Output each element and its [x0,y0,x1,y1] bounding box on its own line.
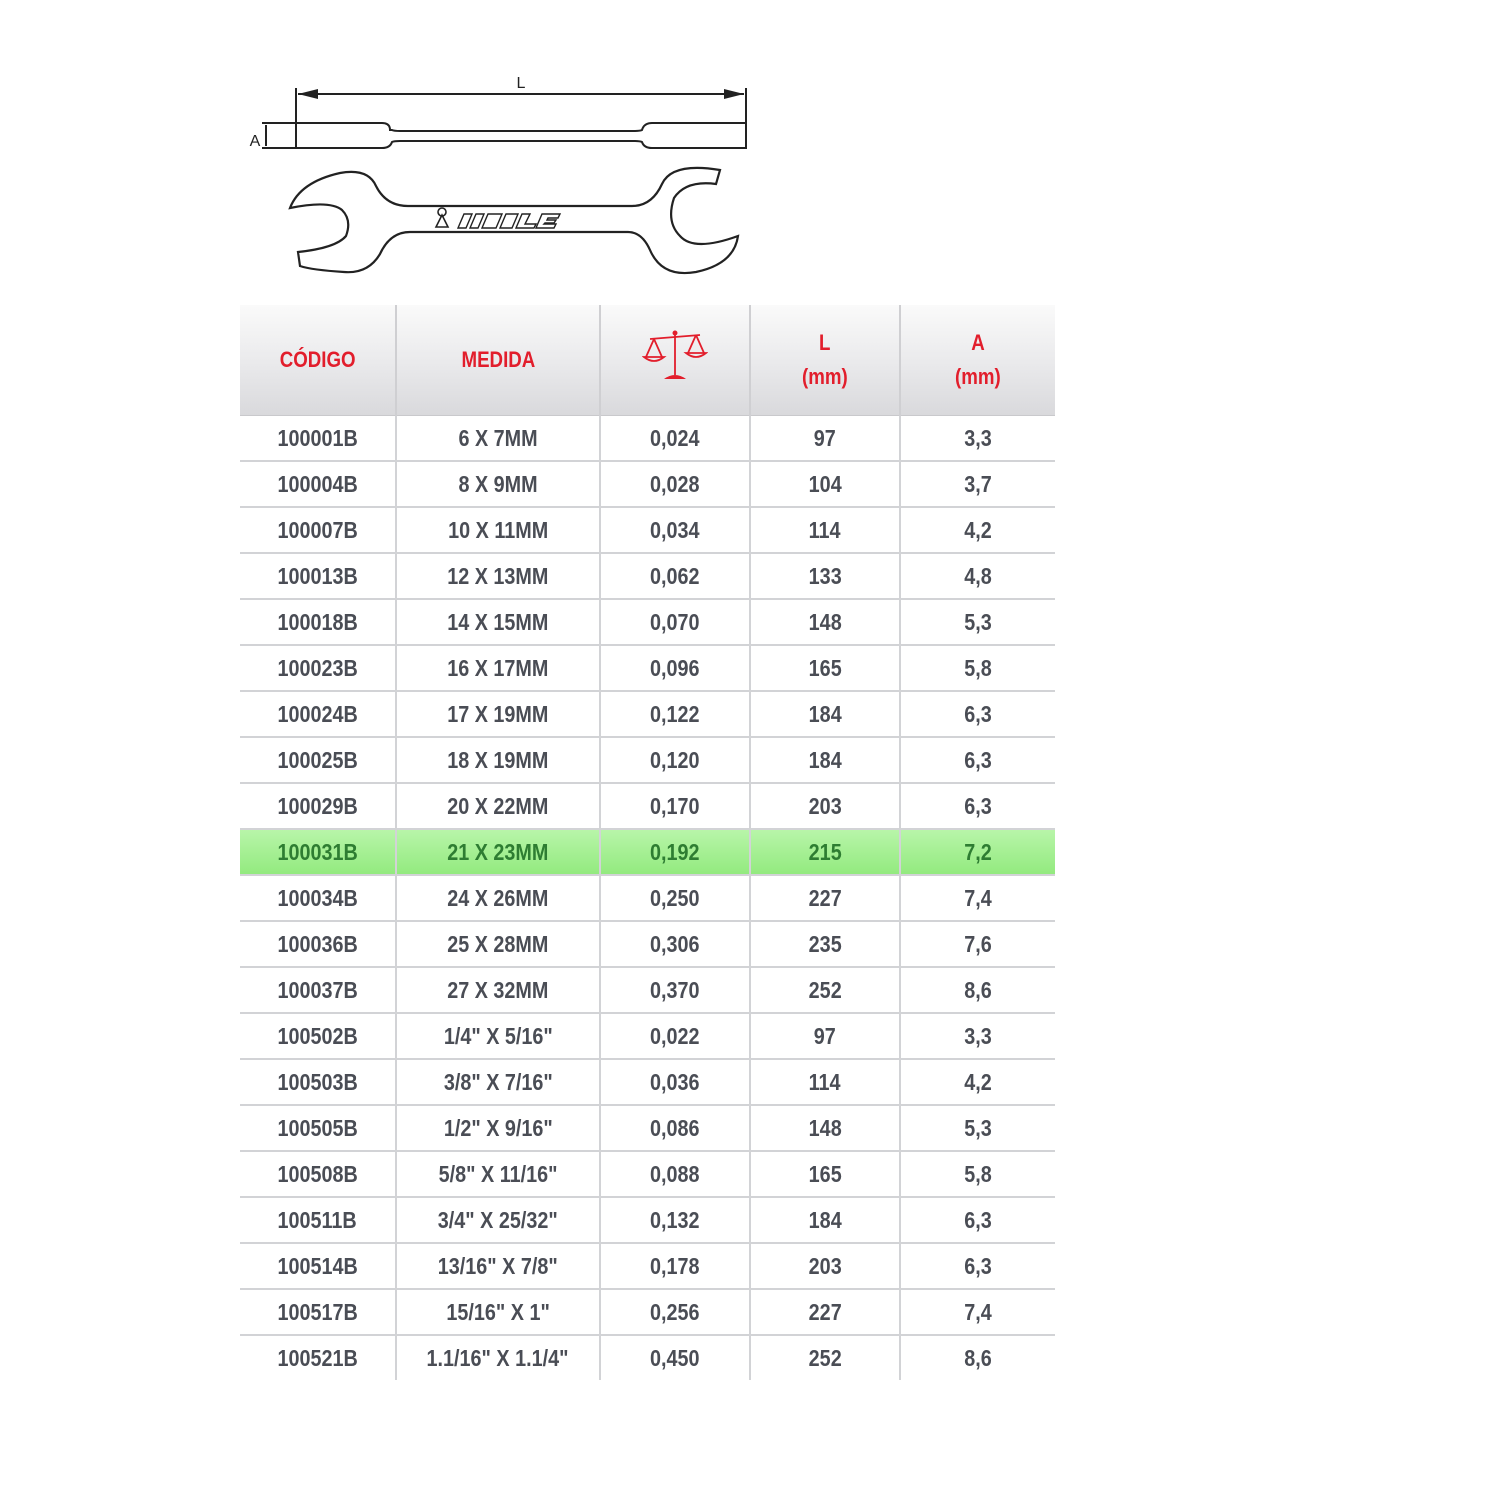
header-length: L (mm) [750,305,900,416]
cell-size-text: 3/4" X 25/32" [438,1206,558,1233]
wrench-side-view [296,123,746,148]
cell-size [396,921,600,967]
cell-code [240,1289,396,1335]
cell-size-text: 24 X 26MM [447,884,549,911]
cell-size-text: 8 X 9MM [458,470,538,497]
cell-length [750,553,900,599]
table-row [240,737,1055,783]
cell-weight [600,783,750,829]
cell-thickness [900,829,1055,875]
cell-length-text: 252 [808,1344,842,1371]
cell-size [396,783,600,829]
cell-code [240,1151,396,1197]
dimension-length-label: L [516,75,526,92]
cell-length-text: 114 [809,516,841,543]
cell-weight [600,553,750,599]
table-body [240,416,1055,1381]
cell-length [750,829,900,875]
cell-thickness-text: 8,6 [964,976,992,1003]
cell-thickness [900,875,1055,921]
cell-code [240,967,396,1013]
cell-length-text: 165 [808,1160,842,1187]
cell-code [240,1335,396,1380]
cell-thickness-text: 7,2 [964,838,992,865]
cell-thickness [900,737,1055,783]
cell-weight [600,1289,750,1335]
cell-code [240,691,396,737]
cell-thickness [900,1197,1055,1243]
cell-code [240,921,396,967]
cell-thickness [900,1151,1055,1197]
cell-length [750,599,900,645]
header-thickness: A (mm) [900,305,1055,416]
table-row [240,875,1055,921]
cell-length-text: 203 [808,792,842,819]
dimension-thickness-line [262,123,296,148]
cell-thickness [900,461,1055,507]
cell-size-text: 27 X 32MM [447,976,549,1003]
cell-thickness [900,507,1055,553]
cell-thickness [900,1243,1055,1289]
cell-size-text: 12 X 13MM [447,562,549,589]
cell-thickness-text: 5,3 [964,1114,992,1141]
cell-size-text: 20 X 22MM [447,792,549,819]
cell-thickness [900,1105,1055,1151]
cell-weight [600,1197,750,1243]
cell-size-text: 6 X 7MM [458,424,538,451]
cell-code-text: 100013B [277,562,358,589]
table-row [240,461,1055,507]
cell-size-text: 18 X 19MM [447,746,549,773]
cell-length [750,1335,900,1380]
cell-code [240,783,396,829]
cell-size [396,691,600,737]
cell-size [396,507,600,553]
cell-weight [600,691,750,737]
cell-code-text: 100036B [277,930,358,957]
table-row [240,1013,1055,1059]
cell-thickness-text: 5,3 [964,608,992,635]
cell-thickness-text: 3,3 [964,424,992,451]
cell-weight [600,1243,750,1289]
cell-length-text: 184 [808,700,842,727]
cell-length [750,875,900,921]
cell-length [750,737,900,783]
cell-weight-text: 0,170 [650,792,700,819]
cell-size-text: 1.1/16" X 1.1/4" [427,1344,569,1371]
cell-code [240,461,396,507]
table-row [240,1335,1055,1380]
cell-thickness-text: 3,3 [964,1022,992,1049]
cell-code [240,599,396,645]
cell-thickness-text: 6,3 [964,1206,992,1233]
cell-thickness-text: 6,3 [964,700,992,727]
table-row [240,829,1055,875]
cell-code [240,1197,396,1243]
cell-length [750,1197,900,1243]
cell-code-text: 100024B [277,700,358,727]
cell-weight-text: 0,370 [650,976,700,1003]
cell-thickness [900,645,1055,691]
cell-weight-text: 0,450 [650,1344,700,1371]
cell-weight-text: 0,070 [650,608,700,635]
cell-size [396,1335,600,1380]
cell-weight-text: 0,034 [650,516,700,543]
cell-weight-text: 0,022 [650,1022,700,1049]
cell-weight-text: 0,256 [650,1298,700,1325]
cell-weight-text: 0,028 [650,470,700,497]
cell-weight [600,1335,750,1380]
cell-weight [600,645,750,691]
cell-thickness [900,967,1055,1013]
table-row [240,1105,1055,1151]
cell-thickness-text: 7,6 [964,930,992,957]
cell-length [750,1105,900,1151]
table-row [240,783,1055,829]
cell-length-text: 148 [808,608,842,635]
cell-thickness [900,1059,1055,1105]
cell-size [396,1289,600,1335]
cell-weight [600,416,750,462]
cell-code-text: 100007B [277,516,358,543]
cell-size-text: 21 X 23MM [447,838,549,865]
cell-weight [600,921,750,967]
cell-weight [600,1151,750,1197]
cell-code-text: 100505B [277,1114,358,1141]
cell-size [396,645,600,691]
cell-thickness [900,553,1055,599]
cell-weight-text: 0,120 [650,746,700,773]
cell-weight-text: 0,024 [650,424,700,451]
cell-weight [600,461,750,507]
cell-code-text: 100004B [277,470,358,497]
cell-weight-text: 0,306 [650,930,700,957]
cell-weight-text: 0,062 [650,562,700,589]
cell-code [240,1243,396,1289]
table-row [240,1289,1055,1335]
cell-code-text: 100001B [277,424,358,451]
cell-weight [600,1105,750,1151]
cell-size [396,1197,600,1243]
cell-length-text: 165 [808,654,842,681]
cell-length-text: 133 [808,562,842,589]
table-row [240,921,1055,967]
table-row [240,553,1055,599]
wrench-diagram [240,60,760,285]
cell-size [396,1151,600,1197]
cell-code-text: 100502B [277,1022,358,1049]
cell-length [750,783,900,829]
cell-thickness [900,783,1055,829]
table-row [240,1059,1055,1105]
cell-code [240,829,396,875]
cell-weight [600,829,750,875]
cell-thickness-text: 4,2 [964,1068,992,1095]
cell-code [240,737,396,783]
cell-length [750,461,900,507]
cell-code [240,645,396,691]
balance-scale-icon [642,327,708,383]
cell-code-text: 100031B [277,838,358,865]
cell-thickness-text: 4,8 [964,562,992,589]
cell-length-text: 203 [808,1252,842,1279]
cell-weight-text: 0,178 [650,1252,700,1279]
cell-weight-text: 0,088 [650,1160,700,1187]
cell-code-text: 100018B [277,608,358,635]
cell-weight-text: 0,036 [650,1068,700,1095]
cell-weight [600,967,750,1013]
cell-thickness-text: 8,6 [964,1344,992,1371]
table-header-row [240,305,1055,416]
cell-size [396,461,600,507]
cell-size-text: 16 X 17MM [447,654,549,681]
cell-length [750,921,900,967]
cell-weight [600,507,750,553]
cell-code [240,1105,396,1151]
cell-thickness-text: 6,3 [964,746,992,773]
cell-weight-text: 0,122 [650,700,700,727]
cell-length [750,1013,900,1059]
cell-thickness-text: 6,3 [964,792,992,819]
cell-code [240,1059,396,1105]
cell-code-text: 100511B [277,1206,358,1233]
header-size: MEDIDA [396,305,600,416]
header-weight [600,305,750,416]
cell-code-text: 100514B [277,1252,358,1279]
cell-size-text: 1/4" X 5/16" [443,1022,553,1049]
cell-length [750,967,900,1013]
cell-size [396,967,600,1013]
cell-code [240,875,396,921]
table-row [240,645,1055,691]
cell-size [396,1105,600,1151]
cell-length [750,645,900,691]
table-row [240,1243,1055,1289]
cell-thickness-text: 7,4 [964,884,992,911]
cell-thickness [900,1335,1055,1380]
cell-thickness [900,691,1055,737]
cell-size [396,1059,600,1105]
cell-thickness-text: 5,8 [964,1160,992,1187]
cell-length [750,1289,900,1335]
cell-length [750,691,900,737]
cell-size-text: 10 X 11MM [447,516,549,543]
cell-length [750,416,900,462]
cell-code-text: 100029B [277,792,358,819]
table-row [240,691,1055,737]
cell-code-text: 100508B [277,1160,358,1187]
cell-code [240,1013,396,1059]
table-row [240,967,1055,1013]
table-row [240,1151,1055,1197]
cell-code [240,416,396,462]
cell-code-text: 100521B [277,1344,358,1371]
cell-size [396,416,600,462]
cell-length-text: 104 [808,470,842,497]
cell-thickness-text: 3,7 [964,470,992,497]
cell-length-text: 184 [808,746,842,773]
cell-size [396,599,600,645]
cell-code [240,507,396,553]
cell-thickness [900,1289,1055,1335]
dimension-thickness-label: A [249,133,261,150]
cell-weight [600,1059,750,1105]
cell-thickness [900,1013,1055,1059]
cell-size-text: 1/2" X 9/16" [443,1114,553,1141]
header-code: CÓDIGO [240,305,396,416]
table-row [240,599,1055,645]
cell-weight [600,737,750,783]
table-row [240,507,1055,553]
cell-size-text: 25 X 28MM [447,930,549,957]
cell-length-text: 227 [808,884,842,911]
specification-table [240,305,1055,1380]
cell-code-text: 100025B [277,746,358,773]
cell-size [396,1013,600,1059]
cell-thickness-text: 5,8 [964,654,992,681]
cell-size-text: 5/8" X 11/16" [438,1160,558,1187]
table-row [240,416,1055,462]
cell-size [396,737,600,783]
cell-size-text: 14 X 15MM [447,608,549,635]
cell-weight [600,875,750,921]
cell-code-text: 100037B [277,976,358,1003]
cell-size-text: 17 X 19MM [447,700,549,727]
cell-length-text: 114 [809,1068,841,1095]
cell-length-text: 252 [808,976,842,1003]
cell-code [240,553,396,599]
cell-length-text: 215 [808,838,842,865]
cell-code-text: 100023B [277,654,358,681]
cell-size-text: 3/8" X 7/16" [443,1068,553,1095]
cell-weight-text: 0,132 [650,1206,700,1233]
cell-length [750,1243,900,1289]
cell-weight-text: 0,096 [650,654,700,681]
cell-size-text: 13/16" X 7/8" [438,1252,558,1279]
cell-thickness-text: 6,3 [964,1252,992,1279]
cell-thickness [900,599,1055,645]
cell-size [396,553,600,599]
cell-code-text: 100034B [277,884,358,911]
cell-weight-text: 0,086 [650,1114,700,1141]
cell-length [750,1059,900,1105]
cell-code-text: 100503B [277,1068,358,1095]
cell-thickness [900,921,1055,967]
cell-size-text: 15/16" X 1" [446,1298,550,1325]
cell-weight [600,599,750,645]
cell-size [396,1243,600,1289]
cell-thickness [900,416,1055,462]
cell-length-text: 235 [808,930,842,957]
cell-length-text: 148 [808,1114,842,1141]
cell-weight-text: 0,192 [650,838,700,865]
cell-length-text: 97 [813,424,837,451]
cell-length-text: 227 [808,1298,842,1325]
cell-weight-text: 0,250 [650,884,700,911]
table-row [240,1197,1055,1243]
cell-weight [600,1013,750,1059]
cell-thickness-text: 4,2 [964,516,992,543]
cell-length [750,507,900,553]
cell-size [396,875,600,921]
cell-length [750,1151,900,1197]
cell-code-text: 100517B [277,1298,358,1325]
cell-length-text: 184 [808,1206,842,1233]
cell-length-text: 97 [813,1022,837,1049]
cell-thickness-text: 7,4 [964,1298,992,1325]
cell-size [396,829,600,875]
